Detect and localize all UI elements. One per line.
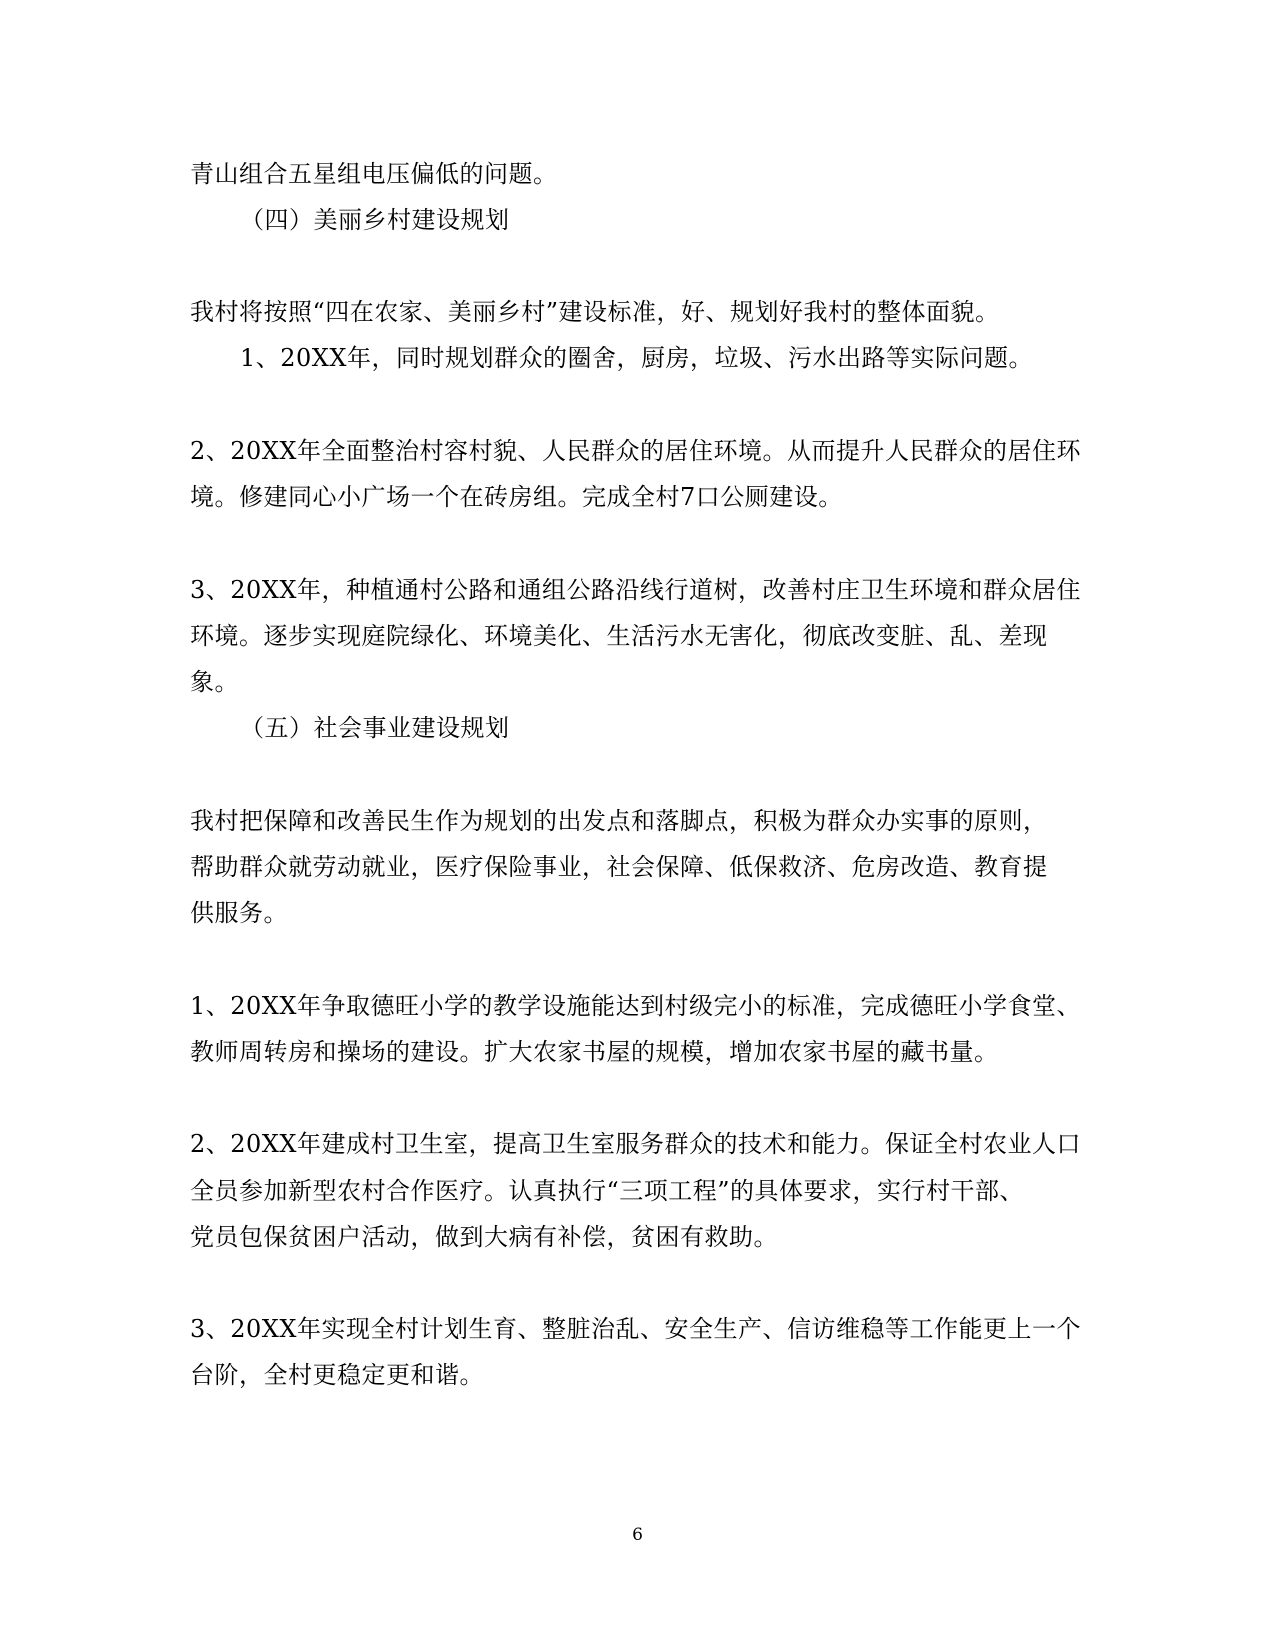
text-line: 教师周转房和操场的建设。扩大农家书屋的规模，增加农家书屋的藏书量。 xyxy=(190,1038,999,1066)
text-line: 3、20XX年，种植通村公路和通组公路沿线行道树，改善村庄卫生环境和群众居住 xyxy=(190,576,1081,604)
text-line: 全员参加新型农村合作医疗。认真执行“三项工程”的具体要求，实行村干部、 xyxy=(190,1177,1025,1205)
text-line: 供服务。 xyxy=(190,899,288,927)
text-line: 2、20XX年建成村卫生室，提高卫生室服务群众的技术和能力。保证全村农业人口 xyxy=(190,1130,1081,1158)
page-number: 6 xyxy=(632,1525,643,1545)
section-heading: （四）美丽乡村建设规划 xyxy=(240,206,510,234)
text-line: 台阶，全村更稳定更和谐。 xyxy=(190,1361,484,1389)
text-line: 3、20XX年实现全村计划生育、整脏治乱、安全生产、信访维稳等工作能更上一个 xyxy=(190,1315,1081,1343)
text-line: 1、20XX年，同时规划群众的圈舍，厨房，垃圾、污水出路等实际问题。 xyxy=(240,344,1033,372)
text-line: 环境。逐步实现庭院绿化、环境美化、生活污水无害化，彻底改变脏、乱、差现 xyxy=(190,622,1048,650)
text-line: 党员包保贫困户活动，做到大病有补偿，贫困有救助。 xyxy=(190,1223,778,1251)
text-line: 境。修建同心小广场一个在砖房组。完成全村7口公厕建设。 xyxy=(190,483,843,511)
text-line: 2、20XX年全面整治村容村貌、人民群众的居住环境。从而提升人民群众的居住环 xyxy=(190,437,1081,465)
section-heading: （五）社会事业建设规划 xyxy=(240,714,510,742)
text-line: 象。 xyxy=(190,668,239,696)
text-line: 我村将按照“四在农家、美丽乡村”建设标准，好、规划好我村的整体面貌。 xyxy=(190,298,1000,326)
text-line: 1、20XX年争取德旺小学的教学设施能达到村级完小的标准，完成德旺小学食堂、 xyxy=(190,992,1081,1020)
text-line: 青山组合五星组电压偏低的问题。 xyxy=(190,160,558,188)
text-line: 帮助群众就劳动就业，医疗保险事业，社会保障、低保救济、危房改造、教育提 xyxy=(190,853,1048,881)
text-line: 我村把保障和改善民生作为规划的出发点和落脚点，积极为群众办实事的原则， xyxy=(190,807,1048,835)
